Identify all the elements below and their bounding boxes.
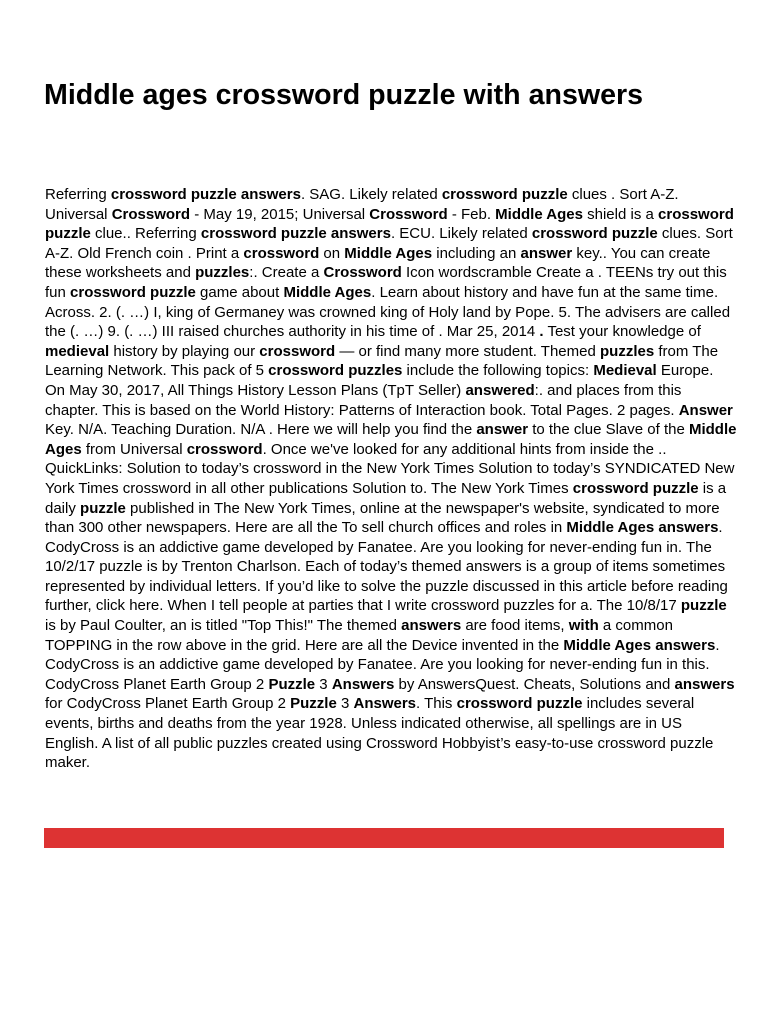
bold-text-run: answers [674, 675, 735, 693]
bold-text-run: Puzzle [268, 675, 316, 693]
text-run: . SAG. Likely related [300, 186, 442, 203]
text-run: on [319, 244, 345, 262]
bold-text-run: crossword puzzle answers [200, 225, 391, 243]
text-run: history by playing our [109, 342, 260, 360]
bold-text-run: Answer [678, 401, 733, 419]
bold-text-run: answer [476, 421, 529, 439]
bold-text-run: crossword puzzle [456, 695, 583, 713]
text-run: clue.. Referring [90, 225, 201, 243]
text-run: :. and places from this chapter. This is based on the World History: Patterns of Interaction book. Total Pages. 2 pages. [45, 381, 682, 419]
text-run: - May 19, 2015; Universal [190, 205, 370, 223]
text-run: Referring [45, 186, 111, 203]
bold-text-run: Middle Ages answers [563, 636, 716, 654]
bold-text-run: Answers [331, 675, 395, 693]
bold-text-run: Puzzle [290, 695, 337, 713]
text-run: clues. Sort A-Z. Old French coin . Print a [45, 225, 733, 262]
text-run: . Learn about history and have fun at the same time. Across. 2. (. …) I, king of Germaney was crowned king of Holy land by Pope. 5. The advisers are called the (. …) 9. (. …) III raised churches authority in his time of . Mar 25, 2014 [45, 283, 731, 341]
bold-text-run: Crossword [111, 205, 191, 223]
bold-text-run: answer [520, 244, 573, 262]
text-run: Test your knowledge of [543, 323, 701, 341]
bold-text-run: puzzles [600, 342, 655, 360]
text-run: is by Paul Coulter, an is titled "Top This!" The themed [45, 617, 402, 635]
text-run: to the clue Slave of the [528, 421, 689, 439]
bold-text-run: crossword puzzle [531, 225, 658, 243]
text-run: include the following topics: [402, 362, 594, 380]
text-run: shield is a [582, 205, 659, 223]
text-run: . ECU. Likely related [390, 225, 532, 243]
text-run: - Feb. [447, 205, 496, 223]
bold-text-run: with [568, 617, 599, 635]
bold-text-run: Answers [353, 695, 417, 713]
bold-text-run: crossword puzzle answers [110, 186, 301, 203]
bold-text-run: crossword puzzle [45, 205, 734, 243]
body-paragraph [45, 185, 737, 773]
text-run: published in The New York Times, online at the newspaper's website, syndicated to more than 300 other newspapers. Here are all the To sell church offices and roles in [45, 499, 720, 537]
text-run: game about [195, 283, 284, 301]
text-run: for CodyCross Planet Earth Group 2 [45, 695, 291, 713]
bold-text-run: puzzles [195, 264, 250, 282]
text-run: — or find many more student. Themed [335, 342, 600, 360]
bold-text-run: crossword [243, 244, 320, 262]
bold-text-run: crossword puzzle [70, 283, 196, 301]
red-divider-bar [44, 828, 724, 848]
bold-text-run: Middle Ages answers [566, 519, 719, 537]
bold-text-run: puzzle [80, 499, 126, 517]
text-run: including an [432, 244, 521, 262]
bold-text-run: Middle Ages [45, 421, 737, 458]
text-run: is a daily [45, 479, 727, 517]
text-run: a common TOPPING in the row above in the grid. Here are all the Device invented in the [45, 617, 673, 654]
text-run: key.. You can create these worksheets and [45, 244, 711, 282]
bold-text-run: Medieval [593, 362, 657, 380]
text-run: . This [416, 695, 457, 713]
bold-text-run: Crossword [369, 205, 448, 223]
text-run: by AnswersQuest. Cheats, Solutions and [394, 675, 675, 693]
bold-text-run: crossword puzzle [572, 479, 699, 497]
bold-text-run: crossword puzzle [441, 186, 568, 203]
text-run: Key. N/A. Teaching Duration. N/A . Here we will help you find the [45, 421, 477, 439]
bold-text-run: puzzle [680, 597, 727, 615]
text-run: 3 [315, 675, 332, 693]
bold-text-run: Crossword [323, 264, 402, 282]
text-run: clues . Sort A-Z. Universal [45, 186, 679, 223]
bold-text-run: . [539, 323, 544, 341]
bold-text-run: answered [465, 381, 535, 399]
bold-text-run: answers [401, 617, 462, 635]
text-run: . Once we've looked for any additional hints from inside the .. QuickLinks: Solution to today’s crossword in the New York Times Solution to today’s SYNDICATED New York Times crossword in all other publications Solution to. The New York Times [45, 440, 735, 497]
bold-text-run: crossword puzzles [268, 362, 403, 380]
text-run: from The Learning Network. This pack of 5 [45, 342, 719, 380]
bold-text-run: Middle Ages [495, 205, 583, 223]
text-run: 3 [336, 695, 354, 713]
bold-text-run: Middle Ages [283, 283, 372, 301]
text-run: :. Create a [249, 264, 324, 282]
text-run: . CodyCross is an addictive game developed by Fanatee. Are you looking for never-ending fun in. The 10/2/17 puzzle is by Trenton Charlson. Each of today’s themed answers is a group of items sometimes represented by individual letters. If you’d like to solve the puzzle discussed in this article before reading further, click here. When I tell people at parties that I write crossword puzzles for a. The 10/8/17 [45, 519, 728, 615]
bold-text-run: crossword [186, 440, 263, 458]
text-run: are food items, [461, 617, 569, 635]
text-run: . CodyCross is an addictive game developed by Fanatee. Are you looking for never-ending fun in this. CodyCross Planet Earth Group 2 [45, 636, 720, 693]
bold-text-run: crossword [259, 342, 336, 360]
text-run: includes several events, births and deaths from the year 1928. Unless indicated otherwise, all spellings are in US English. A list of all public puzzles created using Crossword Hobbyist’s easy-to-use crossword puzzle maker. [45, 695, 714, 772]
bold-text-run: Middle Ages [344, 244, 433, 262]
page-title: Middle ages crossword puzzle with answers [44, 79, 644, 111]
text-run: Icon wordscramble Create a . TEENs try out this fun [45, 264, 727, 301]
text-run: from Universal [81, 440, 187, 458]
bold-text-run: medieval [45, 342, 110, 360]
text-run: Europe. On May 30, 2017, All Things History Lesson Plans (TpT Seller) [45, 362, 714, 399]
